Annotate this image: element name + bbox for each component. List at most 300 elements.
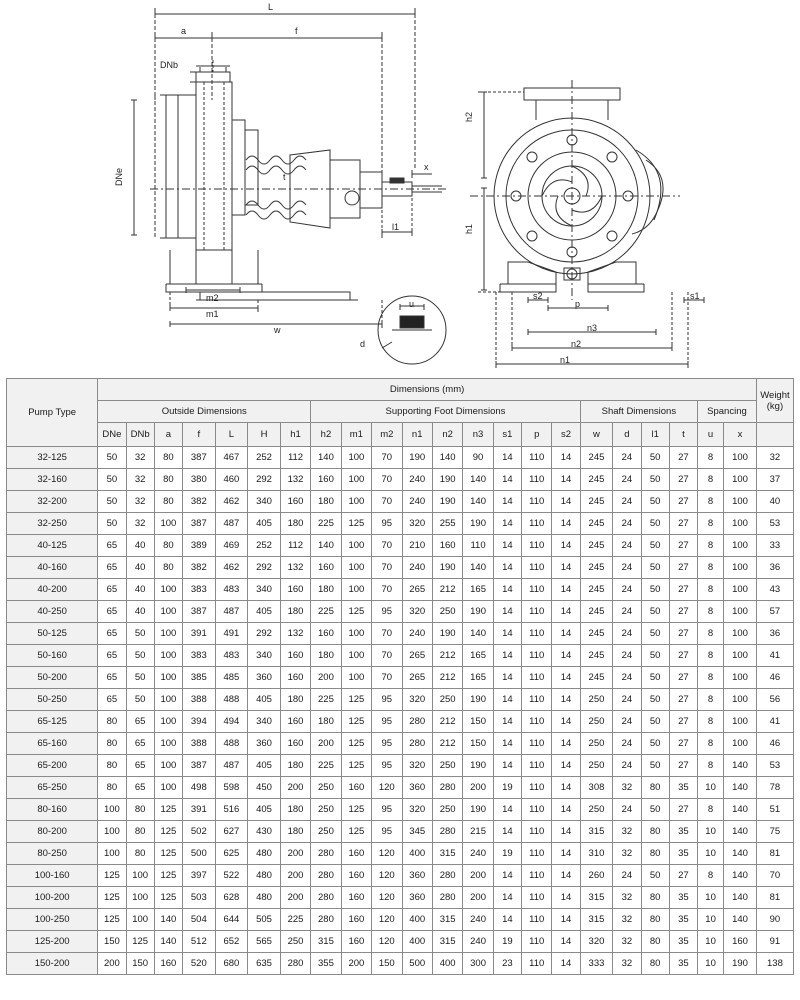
cell-DNb: 50 — [126, 623, 154, 645]
cell-d: 24 — [613, 733, 641, 755]
cell-m2: 95 — [372, 689, 402, 711]
cell-n3: 150 — [463, 733, 493, 755]
cell-DNe: 200 — [98, 953, 126, 975]
cell-H: 405 — [248, 799, 281, 821]
cell-w: 320 — [580, 931, 613, 953]
cell-h1: 200 — [280, 843, 310, 865]
cell-s1: 14 — [493, 821, 521, 843]
cell-pump-type: 65-250 — [7, 777, 98, 799]
cell-p: 110 — [522, 733, 552, 755]
cell-s1: 14 — [493, 447, 521, 469]
cell-s1: 14 — [493, 909, 521, 931]
cell-n3: 190 — [463, 689, 493, 711]
cell-p: 110 — [522, 887, 552, 909]
cell-weight: 81 — [756, 887, 793, 909]
cell-d: 24 — [613, 667, 641, 689]
cell-s2: 14 — [552, 645, 580, 667]
cell-H: 340 — [248, 491, 281, 513]
cell-L: 516 — [215, 799, 248, 821]
col-n3: n3 — [463, 423, 493, 447]
table-row — [7, 865, 794, 887]
cell-weight: 32 — [756, 447, 793, 469]
cell-weight: 56 — [756, 689, 793, 711]
cell-a: 100 — [154, 623, 182, 645]
cell-s1: 14 — [493, 469, 521, 491]
cell-DNe: 80 — [98, 711, 126, 733]
cell-DNb: 65 — [126, 733, 154, 755]
cell-L: 487 — [215, 601, 248, 623]
cell-DNe: 125 — [98, 909, 126, 931]
cell-f: 498 — [183, 777, 216, 799]
cell-n3: 240 — [463, 909, 493, 931]
cell-n3: 200 — [463, 887, 493, 909]
cell-d: 32 — [613, 887, 641, 909]
cell-t: 35 — [669, 821, 697, 843]
col-a: a — [154, 423, 182, 447]
cell-pump-type: 100-160 — [7, 865, 98, 887]
cell-s1: 14 — [493, 689, 521, 711]
cell-l1: 80 — [641, 953, 669, 975]
cell-t: 35 — [669, 931, 697, 953]
cell-x: 140 — [724, 777, 757, 799]
cell-u: 8 — [698, 579, 724, 601]
dim-label-d: d — [360, 339, 366, 349]
cell-f: 388 — [183, 733, 216, 755]
cell-H: 480 — [248, 865, 281, 887]
cell-w: 315 — [580, 887, 613, 909]
cell-w: 245 — [580, 579, 613, 601]
dim-label-t: t — [283, 172, 286, 182]
cell-u: 10 — [698, 821, 724, 843]
cell-weight: 40 — [756, 491, 793, 513]
cell-pump-type: 40-200 — [7, 579, 98, 601]
table-row — [7, 755, 794, 777]
cell-u: 8 — [698, 535, 724, 557]
cell-DNb: 32 — [126, 513, 154, 535]
col-m1: m1 — [341, 423, 371, 447]
cell-L: 487 — [215, 755, 248, 777]
cell-h1: 112 — [280, 447, 310, 469]
col-w: w — [580, 423, 613, 447]
col-d: d — [613, 423, 641, 447]
cell-n2: 212 — [432, 733, 462, 755]
cell-u: 8 — [698, 711, 724, 733]
header-dimensions-mm: Dimensions (mm) — [98, 379, 757, 401]
cell-l1: 50 — [641, 667, 669, 689]
cell-n2: 212 — [432, 645, 462, 667]
cell-h2: 250 — [311, 821, 341, 843]
cell-pump-type: 40-125 — [7, 535, 98, 557]
cell-p: 110 — [522, 535, 552, 557]
cell-n1: 360 — [402, 865, 432, 887]
cell-n2: 190 — [432, 623, 462, 645]
cell-DNe: 50 — [98, 469, 126, 491]
cell-n2: 255 — [432, 513, 462, 535]
cell-t: 27 — [669, 447, 697, 469]
cell-x: 100 — [724, 535, 757, 557]
dim-label-f: f — [295, 26, 298, 36]
cell-m1: 100 — [341, 469, 371, 491]
cell-n1: 240 — [402, 557, 432, 579]
cell-u: 8 — [698, 865, 724, 887]
cell-m2: 95 — [372, 799, 402, 821]
cell-n2: 212 — [432, 579, 462, 601]
cell-m1: 125 — [341, 799, 371, 821]
cell-m1: 100 — [341, 623, 371, 645]
cell-a: 160 — [154, 953, 182, 975]
cell-m1: 160 — [341, 843, 371, 865]
cell-f: 503 — [183, 887, 216, 909]
cell-h1: 160 — [280, 711, 310, 733]
cell-a: 125 — [154, 887, 182, 909]
cell-n2: 315 — [432, 843, 462, 865]
cell-w: 245 — [580, 513, 613, 535]
cell-l1: 50 — [641, 579, 669, 601]
cell-w: 315 — [580, 909, 613, 931]
cell-p: 110 — [522, 799, 552, 821]
cell-d: 24 — [613, 689, 641, 711]
cell-h1: 132 — [280, 557, 310, 579]
header-weight-line1: Weight — [760, 389, 790, 401]
cell-h1: 225 — [280, 909, 310, 931]
cell-DNe: 100 — [98, 821, 126, 843]
cell-L: 483 — [215, 579, 248, 601]
cell-s1: 14 — [493, 557, 521, 579]
cell-a: 100 — [154, 579, 182, 601]
cell-pump-type: 50-125 — [7, 623, 98, 645]
cell-m2: 95 — [372, 513, 402, 535]
cell-l1: 50 — [641, 513, 669, 535]
cell-pump-type: 100-200 — [7, 887, 98, 909]
cell-l1: 50 — [641, 645, 669, 667]
cell-n2: 400 — [432, 953, 462, 975]
cell-h1: 160 — [280, 733, 310, 755]
cell-s1: 14 — [493, 623, 521, 645]
cell-x: 140 — [724, 821, 757, 843]
cell-a: 100 — [154, 755, 182, 777]
dim-label-p: p — [575, 299, 581, 309]
cell-a: 100 — [154, 601, 182, 623]
cell-weight: 81 — [756, 843, 793, 865]
cell-weight: 78 — [756, 777, 793, 799]
cell-t: 27 — [669, 865, 697, 887]
cell-m2: 70 — [372, 557, 402, 579]
cell-DNe: 80 — [98, 755, 126, 777]
cell-p: 110 — [522, 909, 552, 931]
cell-f: 388 — [183, 689, 216, 711]
cell-n2: 280 — [432, 777, 462, 799]
cell-H: 292 — [248, 469, 281, 491]
cell-s1: 14 — [493, 667, 521, 689]
cell-u: 10 — [698, 843, 724, 865]
cell-L: 483 — [215, 645, 248, 667]
cell-L: 491 — [215, 623, 248, 645]
cell-m2: 70 — [372, 469, 402, 491]
cell-u: 10 — [698, 909, 724, 931]
cell-d: 24 — [613, 535, 641, 557]
cell-u: 8 — [698, 447, 724, 469]
cell-pump-type: 80-160 — [7, 799, 98, 821]
cell-u: 8 — [698, 755, 724, 777]
cell-x: 140 — [724, 799, 757, 821]
cell-l1: 80 — [641, 843, 669, 865]
cell-n3: 140 — [463, 623, 493, 645]
cell-s2: 14 — [552, 755, 580, 777]
cell-w: 245 — [580, 645, 613, 667]
cell-pump-type: 40-250 — [7, 601, 98, 623]
cell-m1: 160 — [341, 777, 371, 799]
cell-m2: 95 — [372, 601, 402, 623]
col-n1: n1 — [402, 423, 432, 447]
cell-s2: 14 — [552, 469, 580, 491]
cell-DNb: 80 — [126, 821, 154, 843]
cell-l1: 50 — [641, 601, 669, 623]
cell-DNb: 50 — [126, 667, 154, 689]
table-row — [7, 579, 794, 601]
cell-n1: 190 — [402, 447, 432, 469]
cell-h1: 160 — [280, 667, 310, 689]
cell-n3: 110 — [463, 535, 493, 557]
cell-h2: 200 — [311, 667, 341, 689]
cell-n3: 140 — [463, 469, 493, 491]
cell-s2: 14 — [552, 623, 580, 645]
cell-p: 110 — [522, 865, 552, 887]
cell-h2: 280 — [311, 909, 341, 931]
cell-H: 292 — [248, 557, 281, 579]
cell-n1: 240 — [402, 491, 432, 513]
cell-h1: 180 — [280, 821, 310, 843]
cell-n3: 190 — [463, 755, 493, 777]
cell-n3: 215 — [463, 821, 493, 843]
cell-s2: 14 — [552, 843, 580, 865]
cell-u: 10 — [698, 931, 724, 953]
cell-d: 32 — [613, 821, 641, 843]
cell-H: 405 — [248, 755, 281, 777]
cell-p: 110 — [522, 667, 552, 689]
cell-m1: 100 — [341, 645, 371, 667]
cell-s1: 19 — [493, 931, 521, 953]
cell-pump-type: 65-125 — [7, 711, 98, 733]
cell-t: 35 — [669, 953, 697, 975]
cell-DNb: 50 — [126, 645, 154, 667]
cell-DNb: 100 — [126, 909, 154, 931]
cell-n1: 500 — [402, 953, 432, 975]
cell-t: 27 — [669, 623, 697, 645]
cell-n3: 240 — [463, 931, 493, 953]
dim-label-m2: m2 — [206, 293, 219, 303]
cell-H: 635 — [248, 953, 281, 975]
technical-drawing — [0, 0, 800, 378]
cell-h1: 180 — [280, 513, 310, 535]
cell-DNe: 100 — [98, 799, 126, 821]
cell-h2: 160 — [311, 623, 341, 645]
col-l1: l1 — [641, 423, 669, 447]
cell-u: 8 — [698, 623, 724, 645]
cell-u: 10 — [698, 953, 724, 975]
cell-pump-type: 32-250 — [7, 513, 98, 535]
cell-w: 308 — [580, 777, 613, 799]
cell-l1: 50 — [641, 755, 669, 777]
cell-u: 10 — [698, 887, 724, 909]
cell-s1: 14 — [493, 733, 521, 755]
cell-m2: 70 — [372, 447, 402, 469]
cell-f: 504 — [183, 909, 216, 931]
cell-h2: 180 — [311, 579, 341, 601]
cell-h2: 225 — [311, 689, 341, 711]
dim-label-n2: n2 — [571, 339, 582, 349]
cell-h1: 160 — [280, 645, 310, 667]
cell-DNb: 100 — [126, 865, 154, 887]
cell-DNb: 80 — [126, 799, 154, 821]
cell-d: 32 — [613, 931, 641, 953]
cell-t: 27 — [669, 513, 697, 535]
cell-h1: 132 — [280, 469, 310, 491]
cell-m1: 125 — [341, 711, 371, 733]
cell-n3: 240 — [463, 843, 493, 865]
cell-s1: 14 — [493, 535, 521, 557]
table-row — [7, 557, 794, 579]
cell-DNb: 40 — [126, 535, 154, 557]
cell-w: 250 — [580, 755, 613, 777]
cell-h2: 355 — [311, 953, 341, 975]
cell-n1: 265 — [402, 667, 432, 689]
cell-u: 8 — [698, 601, 724, 623]
dim-label-s1: s1 — [690, 291, 700, 301]
cell-n1: 320 — [402, 513, 432, 535]
dim-label-s2: s2 — [533, 291, 543, 301]
cell-p: 110 — [522, 711, 552, 733]
cell-x: 100 — [724, 733, 757, 755]
col-m2: m2 — [372, 423, 402, 447]
cell-p: 110 — [522, 579, 552, 601]
cell-t: 27 — [669, 491, 697, 513]
cell-DNe: 50 — [98, 491, 126, 513]
cell-DNe: 65 — [98, 535, 126, 557]
cell-n2: 250 — [432, 755, 462, 777]
cell-h2: 180 — [311, 711, 341, 733]
cell-DNe: 65 — [98, 667, 126, 689]
cell-m2: 120 — [372, 931, 402, 953]
cell-d: 24 — [613, 711, 641, 733]
table-row — [7, 887, 794, 909]
cell-n2: 315 — [432, 909, 462, 931]
cell-d: 24 — [613, 865, 641, 887]
cell-h1: 180 — [280, 601, 310, 623]
cell-w: 245 — [580, 447, 613, 469]
cell-l1: 50 — [641, 799, 669, 821]
cell-f: 387 — [183, 601, 216, 623]
cell-DNb: 50 — [126, 689, 154, 711]
cell-w: 260 — [580, 865, 613, 887]
drawing-vector — [0, 0, 800, 378]
table-row — [7, 447, 794, 469]
cell-u: 8 — [698, 469, 724, 491]
cell-h2: 160 — [311, 469, 341, 491]
cell-n3: 300 — [463, 953, 493, 975]
cell-H: 405 — [248, 689, 281, 711]
cell-L: 488 — [215, 689, 248, 711]
cell-x: 100 — [724, 579, 757, 601]
cell-w: 250 — [580, 799, 613, 821]
cell-s1: 14 — [493, 711, 521, 733]
cell-L: 462 — [215, 557, 248, 579]
cell-t: 27 — [669, 755, 697, 777]
dim-label-n3: n3 — [587, 323, 598, 333]
cell-w: 333 — [580, 953, 613, 975]
cell-w: 250 — [580, 689, 613, 711]
cell-w: 250 — [580, 711, 613, 733]
cell-w: 245 — [580, 491, 613, 513]
table-row — [7, 645, 794, 667]
table-row — [7, 799, 794, 821]
cell-pump-type: 65-200 — [7, 755, 98, 777]
cell-a: 80 — [154, 557, 182, 579]
cell-m2: 120 — [372, 865, 402, 887]
cell-d: 24 — [613, 645, 641, 667]
cell-p: 110 — [522, 645, 552, 667]
dim-label-h2: h2 — [464, 112, 474, 123]
cell-L: 680 — [215, 953, 248, 975]
cell-weight: 37 — [756, 469, 793, 491]
header-group-shaft: Shaft Dimensions — [580, 401, 697, 423]
cell-weight: 36 — [756, 557, 793, 579]
cell-w: 250 — [580, 733, 613, 755]
header-pump-type: Pump Type — [7, 379, 98, 447]
cell-weight: 91 — [756, 931, 793, 953]
cell-m2: 70 — [372, 667, 402, 689]
cell-pump-type: 32-160 — [7, 469, 98, 491]
cell-n3: 190 — [463, 799, 493, 821]
cell-L: 462 — [215, 491, 248, 513]
cell-weight: 53 — [756, 755, 793, 777]
cell-n3: 165 — [463, 579, 493, 601]
cell-DNe: 65 — [98, 645, 126, 667]
table-row — [7, 711, 794, 733]
cell-p: 110 — [522, 469, 552, 491]
cell-H: 450 — [248, 777, 281, 799]
cell-m1: 160 — [341, 909, 371, 931]
cell-h2: 250 — [311, 799, 341, 821]
cell-weight: 46 — [756, 733, 793, 755]
cell-h1: 200 — [280, 777, 310, 799]
cell-n2: 190 — [432, 469, 462, 491]
cell-d: 24 — [613, 491, 641, 513]
table-row — [7, 667, 794, 689]
cell-s2: 14 — [552, 777, 580, 799]
cell-h2: 180 — [311, 491, 341, 513]
cell-u: 8 — [698, 689, 724, 711]
cell-H: 360 — [248, 733, 281, 755]
cell-m2: 70 — [372, 535, 402, 557]
cell-w: 245 — [580, 557, 613, 579]
cell-pump-type: 50-250 — [7, 689, 98, 711]
cell-m2: 95 — [372, 711, 402, 733]
cell-s2: 14 — [552, 799, 580, 821]
cell-m2: 150 — [372, 953, 402, 975]
cell-pump-type: 125-200 — [7, 931, 98, 953]
table-row — [7, 513, 794, 535]
cell-u: 10 — [698, 777, 724, 799]
cell-t: 27 — [669, 645, 697, 667]
cell-t: 27 — [669, 557, 697, 579]
cell-n3: 150 — [463, 711, 493, 733]
table-row — [7, 953, 794, 975]
cell-h1: 200 — [280, 865, 310, 887]
cell-u: 8 — [698, 513, 724, 535]
cell-m1: 160 — [341, 931, 371, 953]
cell-H: 505 — [248, 909, 281, 931]
cell-m1: 100 — [341, 491, 371, 513]
